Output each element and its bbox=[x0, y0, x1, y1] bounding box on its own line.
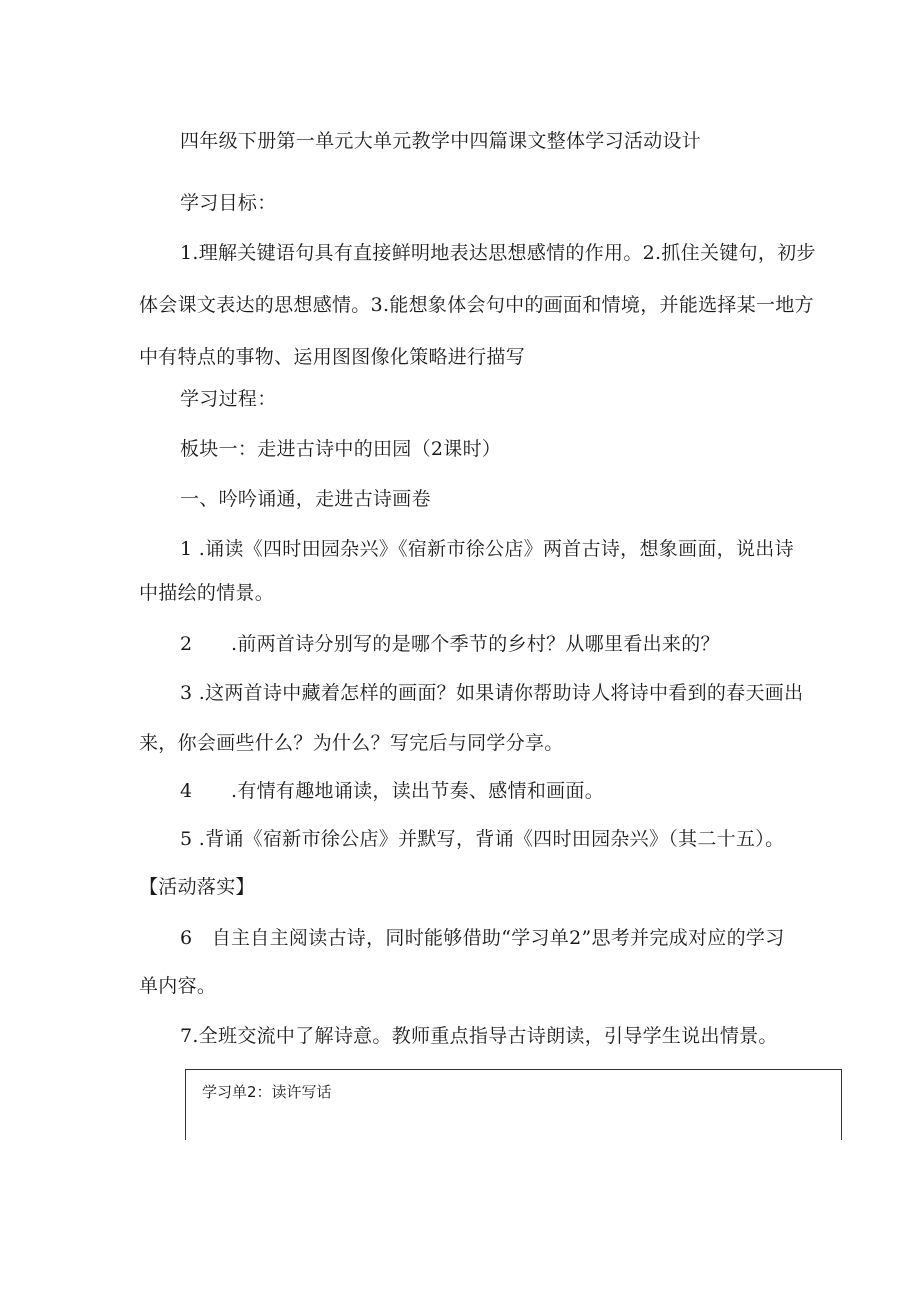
list-item: 4 .有情有趣地诵读，读出节奏、感情和画面。 bbox=[180, 780, 605, 802]
list-item: 来，你会画些什么？为什么？写完后与同学分享。 bbox=[139, 732, 564, 754]
worksheet-label: 学习单2：读许写话 bbox=[202, 1083, 332, 1101]
objectives-line: 体会课文表达的思想感情。3.能想象体会句中的画面和情境，并能选择某一地方 bbox=[139, 294, 814, 316]
section-title: 一、吟吟诵通，走进古诗画卷 bbox=[180, 488, 431, 510]
document-title: 四年级下册第一单元大单元教学中四篇课文整体学习活动设计 bbox=[180, 130, 702, 152]
objectives-heading: 学习目标： bbox=[180, 192, 277, 214]
list-item: 2 .前两首诗分别写的是哪个季节的乡村？从哪里看出来的？ bbox=[180, 633, 720, 655]
list-item: 5 .背诵《宿新市徐公店》并默写，背诵《四时田园杂兴》（其二十五）。 bbox=[180, 828, 785, 850]
list-item: 中描绘的情景。 bbox=[139, 582, 275, 604]
objectives-line: 中有特点的事物、运用图图像化策略进行描写 bbox=[139, 346, 526, 368]
list-item: 3 .这两首诗中藏着怎样的画面？如果请你帮助诗人将诗中看到的春天画出 bbox=[180, 682, 804, 704]
process-heading: 学习过程： bbox=[180, 388, 277, 410]
worksheet-box bbox=[185, 1069, 842, 1140]
objectives-line: 1.理解关键语句具有直接鲜明地表达思想感情的作用。2.抓住关键句，初步 bbox=[180, 242, 816, 264]
list-item: 6 自主自主阅读古诗，同时能够借助“学习单2”思考并完成对应的学习 bbox=[180, 927, 785, 949]
list-item: 1 .诵读《四时田园杂兴》《宿新市徐公店》两首古诗，想象画面，说出诗 bbox=[180, 538, 794, 560]
list-item: 单内容。 bbox=[139, 975, 217, 997]
activity-heading: 【活动落实】 bbox=[139, 876, 255, 898]
list-item: 7.全班交流中了解诗意。教师重点指导古诗朗读，引导学生说出情景。 bbox=[180, 1025, 778, 1047]
module-title: 板块一：走进古诗中的田园（2课时） bbox=[180, 438, 502, 460]
